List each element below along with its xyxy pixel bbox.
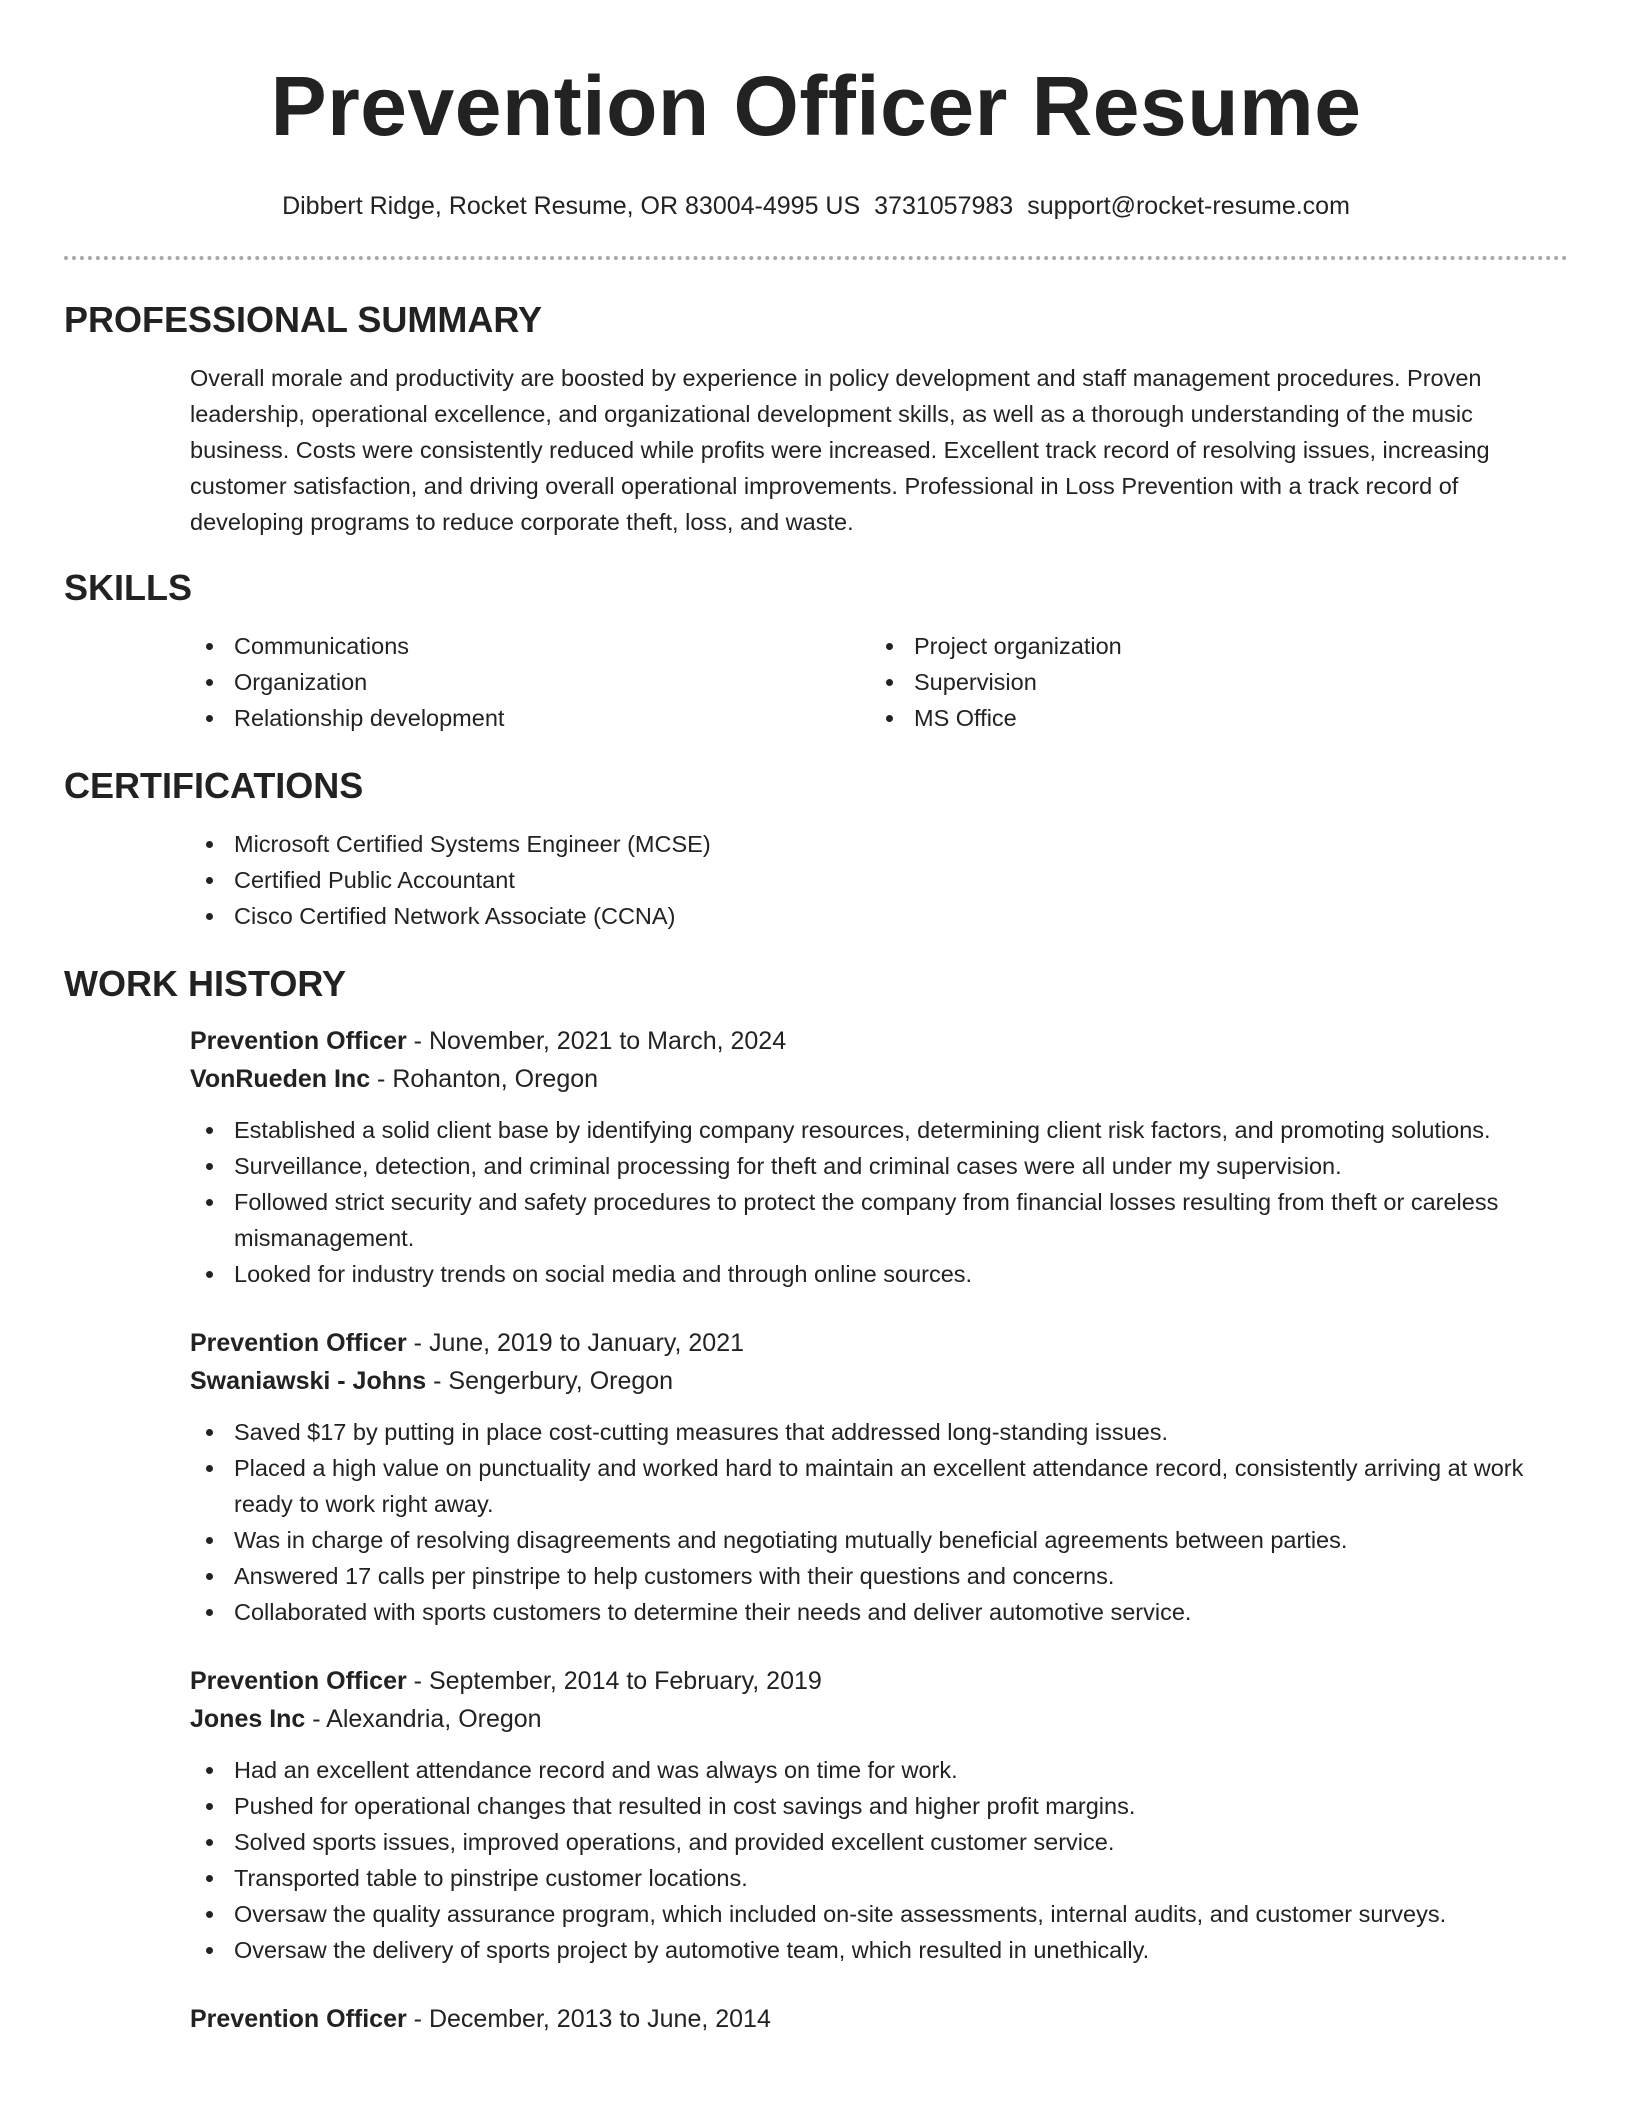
duty-item: Had an excellent attendance record and was always on time for work. [190, 1752, 1568, 1788]
skill-item: Organization [190, 664, 870, 700]
job-title-line: Prevention Officer - December, 2013 to June, 2014 [190, 2005, 771, 2033]
job-title: Prevention Officer [190, 1329, 407, 1357]
duty-item: Oversaw the delivery of sports project by automotive team, which resulted in unethically. [190, 1932, 1568, 1968]
job-location: Sengerbury, Oregon [448, 1367, 674, 1395]
job-company-line: Jones Inc - Alexandria, Oregon [190, 1705, 542, 1733]
duty-item: Looked for industry trends on social media and through online sources. [190, 1256, 1568, 1292]
skills-heading: SKILLS [64, 567, 193, 608]
job-entry [64, 1662, 1568, 1968]
resume-page [64, 0, 1568, 2038]
skills-column-right [870, 628, 1550, 736]
skills-column-left [190, 628, 870, 736]
duty-item: Answered 17 calls per pinstripe to help customers with their questions and concerns. [190, 1558, 1568, 1594]
certification-item: Certified Public Accountant [190, 862, 1568, 898]
job-location: Alexandria, Oregon [326, 1705, 542, 1733]
summary-text: Overall morale and productivity are boosted by experience in policy development and staff management procedures. Proven leadership, operational excellence, and organizational development skills, as well as a thorough understanding of the music business. Costs were consistently reduced while profits were increased. Excellent track record of resolving issues, increasing customer satisfaction, and driving overall operational improvements. Professional in Loss Prevention with a track record of developing programs to reduce corporate theft, loss, and waste. [190, 365, 1490, 535]
contact-email[interactable]: support@rocket-resume.com [1027, 192, 1350, 220]
duty-item: Collaborated with sports customers to determine their needs and deliver automotive service. [190, 1594, 1568, 1630]
skills-list [190, 628, 1568, 736]
job-entry [64, 1022, 1568, 1292]
contact-line [64, 190, 1568, 222]
job-title-line: Prevention Officer - June, 2019 to January, 2021 [190, 1329, 745, 1357]
skill-item: MS Office [870, 700, 1550, 736]
skill-item: Project organization [870, 628, 1550, 664]
contact-phone: 3731057983 [874, 192, 1014, 220]
job-duties [190, 1752, 1568, 1968]
job-duties [190, 1112, 1568, 1292]
duty-item: Transported table to pinstripe customer locations. [190, 1860, 1568, 1896]
skill-item: Relationship development [190, 700, 870, 736]
job-company-line: VonRueden Inc - Rohanton, Oregon [190, 1065, 599, 1093]
job-location: Rohanton, Oregon [392, 1065, 599, 1093]
skill-item: Communications [190, 628, 870, 664]
job-entry [64, 1324, 1568, 1630]
work-history-heading: WORK HISTORY [64, 963, 347, 1004]
job-title: Prevention Officer [190, 2005, 407, 2033]
duty-item: Was in charge of resolving disagreements and negotiating mutually beneficial agreements between parties. [190, 1522, 1568, 1558]
certification-item: Microsoft Certified Systems Engineer (MCSE) [190, 826, 1568, 862]
duty-item: Placed a high value on punctuality and worked hard to maintain an excellent attendance record, consistently arriving at work ready to work right away. [190, 1450, 1568, 1522]
job-company: Jones Inc [190, 1705, 306, 1733]
duty-item: Pushed for operational changes that resulted in cost savings and higher profit margins. [190, 1788, 1568, 1824]
header-divider [64, 256, 1568, 260]
duty-item: Established a solid client base by identifying company resources, determining client risk factors, and promoting solutions. [190, 1112, 1568, 1148]
job-title-line: Prevention Officer - September, 2014 to February, 2019 [190, 1667, 822, 1695]
job-company: Swaniawski - Johns [190, 1367, 427, 1395]
job-dates: June, 2019 to January, 2021 [428, 1329, 745, 1357]
job-title: Prevention Officer [190, 1027, 407, 1055]
duty-item: Surveillance, detection, and criminal processing for theft and criminal cases were all under my supervision. [190, 1148, 1568, 1184]
job-dates: September, 2014 to February, 2019 [428, 1667, 822, 1695]
duty-item: Oversaw the quality assurance program, which included on-site assessments, internal audits, and customer surveys. [190, 1896, 1568, 1932]
duty-item: Saved $17 by putting in place cost-cutting measures that addressed long-standing issues. [190, 1414, 1568, 1450]
resume-title: Prevention Officer Resume [270, 59, 1362, 153]
job-entry [64, 2000, 1568, 2038]
job-company-line: Swaniawski - Johns - Sengerbury, Oregon [190, 1367, 674, 1395]
duty-item: Followed strict security and safety procedures to protect the company from financial losses resulting from theft or careless mismanagement. [190, 1184, 1568, 1256]
job-dates: November, 2021 to March, 2024 [428, 1027, 787, 1055]
job-title-line: Prevention Officer - November, 2021 to March, 2024 [190, 1027, 787, 1055]
certifications-list [190, 826, 1568, 934]
certification-item: Cisco Certified Network Associate (CCNA) [190, 898, 1568, 934]
summary-heading: PROFESSIONAL SUMMARY [64, 299, 543, 340]
skill-item: Supervision [870, 664, 1550, 700]
job-title: Prevention Officer [190, 1667, 407, 1695]
job-duties [190, 1414, 1568, 1630]
certifications-heading: CERTIFICATIONS [64, 765, 364, 806]
contact-address: Dibbert Ridge, Rocket Resume, OR 83004-4995 US [282, 192, 861, 220]
job-company: VonRueden Inc [190, 1065, 371, 1093]
duty-item: Solved sports issues, improved operations, and provided excellent customer service. [190, 1824, 1568, 1860]
job-dates: December, 2013 to June, 2014 [428, 2005, 771, 2033]
